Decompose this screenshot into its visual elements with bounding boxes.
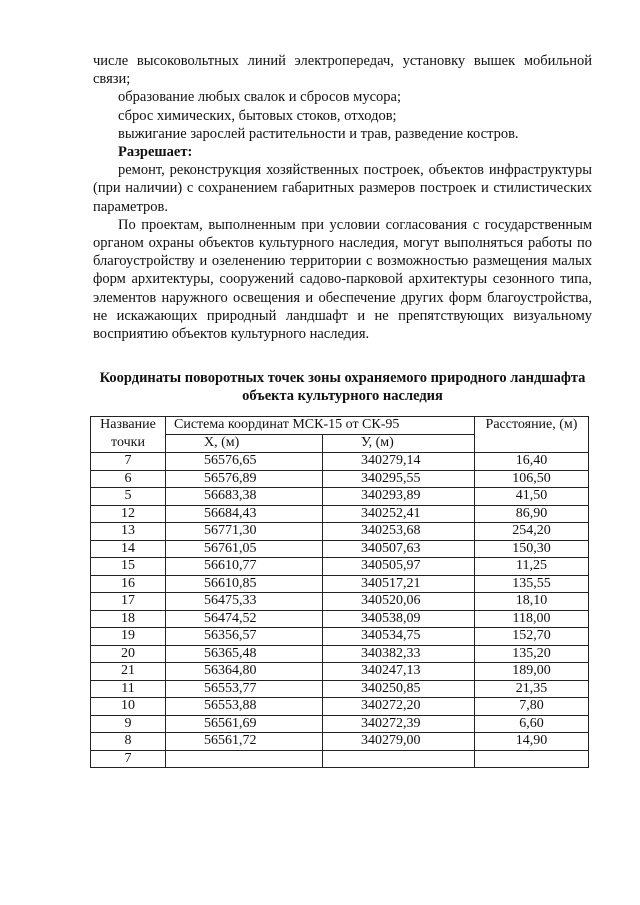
table-row [91,645,589,663]
cell-distance: 150,30 [475,540,589,558]
table-row [91,663,589,681]
cell-y: 340382,33 [323,645,475,663]
cell-point: 19 [91,628,166,646]
paragraph-projects: По проектам, выполненным при условии согласования с государственным органом охраны объектов культурного наследия, могут выполняться работы по благоустройству и озеленению территории с возможностью размещения малых форм архитектуры, сооружений садово-парковой архитектуры сезонного типа, элементов наружного освещения и обеспечение других форм благоустройства, не искажающих природный ландшафт и не препятствующих визуальному восприятию объектов культурного наследия. [93,216,592,343]
paragraph-repair: ремонт, реконструкция хозяйственных построек, объектов инфраструктуры (при наличии) с сохранением габаритных размеров построек и стилистических параметров. [93,162,592,215]
table-title: Координаты поворотных точек зоны охраняемого природного ландшафта объекта культурного наследия [99,370,586,404]
cell-y: 340279,14 [323,453,475,471]
header-distance: Расстояние, (м) [475,417,589,453]
header-point-name: Название [91,417,166,435]
header-y: У, (м) [323,435,475,453]
table-row [91,680,589,698]
cell-x [166,750,323,768]
cell-x: 56610,85 [166,575,323,593]
cell-point: 14 [91,540,166,558]
cell-x: 56610,77 [166,558,323,576]
header-point-name-2: точки [91,435,166,453]
table-header-row [91,417,589,435]
cell-distance: 118,00 [475,610,589,628]
cell-y: 340272,39 [323,715,475,733]
cell-x: 56365,48 [166,645,323,663]
cell-y: 340252,41 [323,505,475,523]
cell-distance: 41,50 [475,488,589,506]
cell-y: 340507,63 [323,540,475,558]
coordinates-table [90,416,589,768]
cell-x: 56553,88 [166,698,323,716]
cell-point: 15 [91,558,166,576]
table-row [91,540,589,558]
cell-point: 17 [91,593,166,611]
cell-point: 5 [91,488,166,506]
cell-distance: 135,20 [475,645,589,663]
table-row [91,715,589,733]
cell-y: 340279,00 [323,733,475,751]
table-row [91,523,589,541]
cell-distance: 86,90 [475,505,589,523]
cell-distance: 16,40 [475,453,589,471]
cell-y: 340534,75 [323,628,475,646]
cell-x: 56761,05 [166,540,323,558]
cell-y: 340272,20 [323,698,475,716]
cell-y: 340247,13 [323,663,475,681]
cell-distance: 11,25 [475,558,589,576]
cell-y: 340253,68 [323,523,475,541]
table-row [91,575,589,593]
cell-distance: 21,35 [475,680,589,698]
cell-x: 56771,30 [166,523,323,541]
cell-x: 56364,80 [166,663,323,681]
allowed-heading: Разрешает: [118,144,193,161]
cell-point: 6 [91,470,166,488]
header-coordinate-system: Система координат МСК-15 от СК-95 [166,417,475,435]
cell-point: 7 [91,750,166,768]
cell-y: 340250,85 [323,680,475,698]
table-row [91,453,589,471]
cell-distance [475,750,589,768]
cell-point: 18 [91,610,166,628]
header-x: X, (м) [166,435,323,453]
cell-y: 340538,09 [323,610,475,628]
cell-y: 340505,97 [323,558,475,576]
cell-x: 56356,57 [166,628,323,646]
cell-distance: 7,80 [475,698,589,716]
cell-point: 11 [91,680,166,698]
cell-point: 8 [91,733,166,751]
cell-x: 56561,69 [166,715,323,733]
paragraph-continuation: числе высоковольтных линий электропередач, установку вышек мобильной связи; [93,53,592,88]
table-row [91,628,589,646]
table-row [91,505,589,523]
cell-x: 56684,43 [166,505,323,523]
cell-point: 16 [91,575,166,593]
cell-distance: 18,10 [475,593,589,611]
table-row [91,750,589,768]
cell-point: 12 [91,505,166,523]
cell-x: 56475,33 [166,593,323,611]
cell-distance: 14,90 [475,733,589,751]
cell-x: 56576,65 [166,453,323,471]
table-row [91,698,589,716]
list-item: сброс химических, бытовых стоков, отходов; [118,107,397,124]
cell-x: 56553,77 [166,680,323,698]
cell-x: 56561,72 [166,733,323,751]
cell-point: 21 [91,663,166,681]
cell-distance: 135,55 [475,575,589,593]
cell-point: 9 [91,715,166,733]
cell-x: 56683,38 [166,488,323,506]
cell-distance: 189,00 [475,663,589,681]
cell-y: 340520,06 [323,593,475,611]
table-row [91,733,589,751]
restrictions-text [93,52,592,343]
table-row [91,558,589,576]
list-item: образование любых свалок и сбросов мусора; [118,89,401,106]
cell-y: 340293,89 [323,488,475,506]
table-row [91,610,589,628]
cell-point: 7 [91,453,166,471]
cell-point: 20 [91,645,166,663]
table-row [91,593,589,611]
cell-point: 10 [91,698,166,716]
cell-distance: 152,70 [475,628,589,646]
cell-distance: 254,20 [475,523,589,541]
cell-y: 340517,21 [323,575,475,593]
cell-x: 56576,89 [166,470,323,488]
cell-x: 56474,52 [166,610,323,628]
cell-distance: 106,50 [475,470,589,488]
table-row [91,470,589,488]
cell-y [323,750,475,768]
cell-distance: 6,60 [475,715,589,733]
table-row [91,488,589,506]
cell-y: 340295,55 [323,470,475,488]
list-item: выжигание зарослей растительности и трав, разведение костров. [118,125,519,142]
cell-point: 13 [91,523,166,541]
